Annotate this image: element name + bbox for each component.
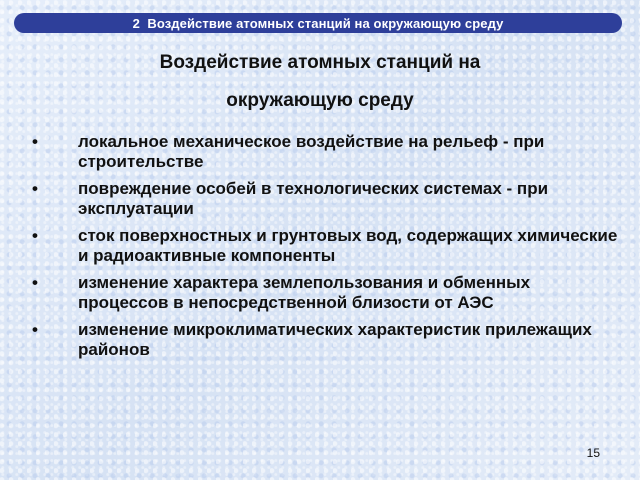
section-header-text: Воздействие атомных станций на окружающую среду (147, 15, 504, 31)
bullet-item (30, 132, 620, 172)
section-number: 2 (132, 15, 140, 31)
bullet-text: изменение характера землепользования и обменных процессов в непосредственной близости от АЭС (78, 273, 531, 312)
slide-title-line-2: окружающую среду (226, 90, 414, 111)
slide-title (60, 44, 580, 120)
bullet-text: сток поверхностных и грунтовых вод, содержащих химические и радиоактивные компоненты (78, 226, 618, 265)
bullet-text: локальное механическое воздействие на рельеф - при строительстве (78, 132, 545, 171)
bullet-item (30, 320, 620, 360)
bullet-item (30, 273, 620, 313)
bullet-item (30, 179, 620, 219)
bullet-icon: • (32, 226, 38, 245)
bullet-text: повреждение особей в технологических системах - при эксплуатации (78, 179, 549, 218)
bullet-item (30, 226, 620, 266)
slide-title-line-1: Воздействие атомных станций на (159, 52, 481, 73)
bullet-icon: • (32, 273, 38, 292)
bullet-icon: • (32, 320, 38, 339)
bullet-list (30, 132, 620, 367)
bullet-icon: • (32, 179, 38, 198)
page-number: 15 (586, 446, 600, 460)
section-header-bar (14, 13, 622, 33)
bullet-icon: • (32, 132, 38, 151)
bullet-text: изменение микроклиматических характеристик прилежащих районов (78, 320, 592, 359)
